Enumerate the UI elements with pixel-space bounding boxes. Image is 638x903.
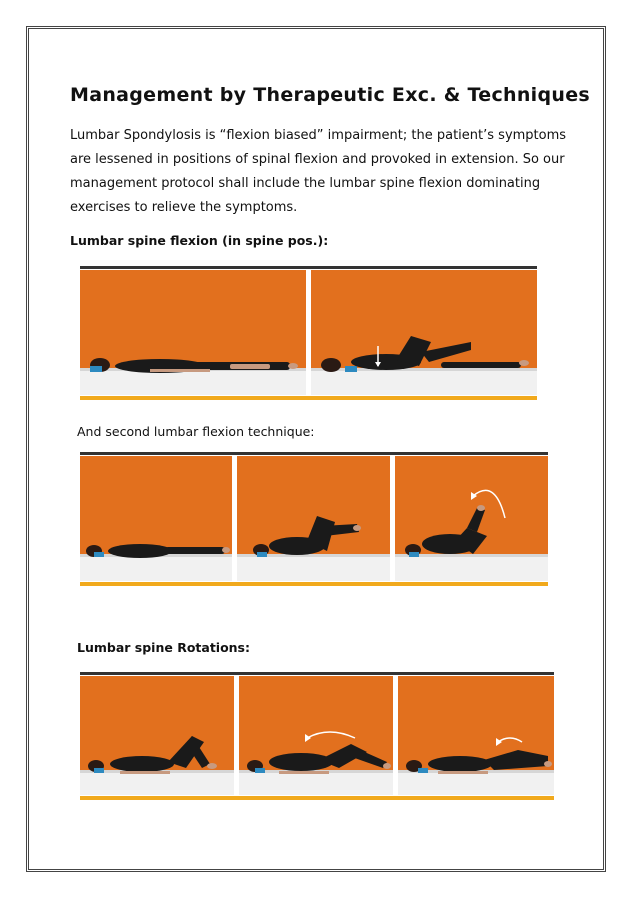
exercise-photo-supine-rest: [80, 270, 306, 395]
exercise-photo-single-knee-to-chest: [237, 456, 390, 581]
exercise-photo-rotation-left: [239, 676, 393, 795]
exercise-photo-rotation-start: [80, 676, 234, 795]
second-flexion-photo-strip: [80, 452, 548, 588]
page-title: Management by Therapeutic Exc. & Techniques: [70, 84, 591, 106]
exercise-photo-knees-lift: [395, 456, 548, 581]
rotation-photo-strip: [80, 672, 554, 802]
intro-paragraph: [70, 124, 598, 220]
intro-line: exercises to relieve the symptoms.: [70, 200, 298, 215]
exercise-photo-knees-to-chest: [311, 270, 537, 395]
exercise-photo-rotation-right: [398, 676, 554, 795]
flexion-photo-strip: [80, 266, 537, 402]
intro-line: management protocol shall include the lumbar spine flexion dominating: [70, 176, 541, 191]
section-heading-rotations: Lumbar spine Rotations:: [77, 640, 250, 655]
intro-line: are lessened in positions of spinal flexion and provoked in extension. So our: [70, 152, 565, 167]
section-heading-flexion: Lumbar spine flexion (in spine pos.):: [70, 233, 329, 248]
section-heading-second-flexion: And second lumbar flexion technique:: [77, 424, 315, 439]
intro-line: Lumbar Spondylosis is “flexion biased” impairment; the patient’s symptoms: [70, 128, 567, 143]
exercise-photo-supine-start: [80, 456, 232, 581]
